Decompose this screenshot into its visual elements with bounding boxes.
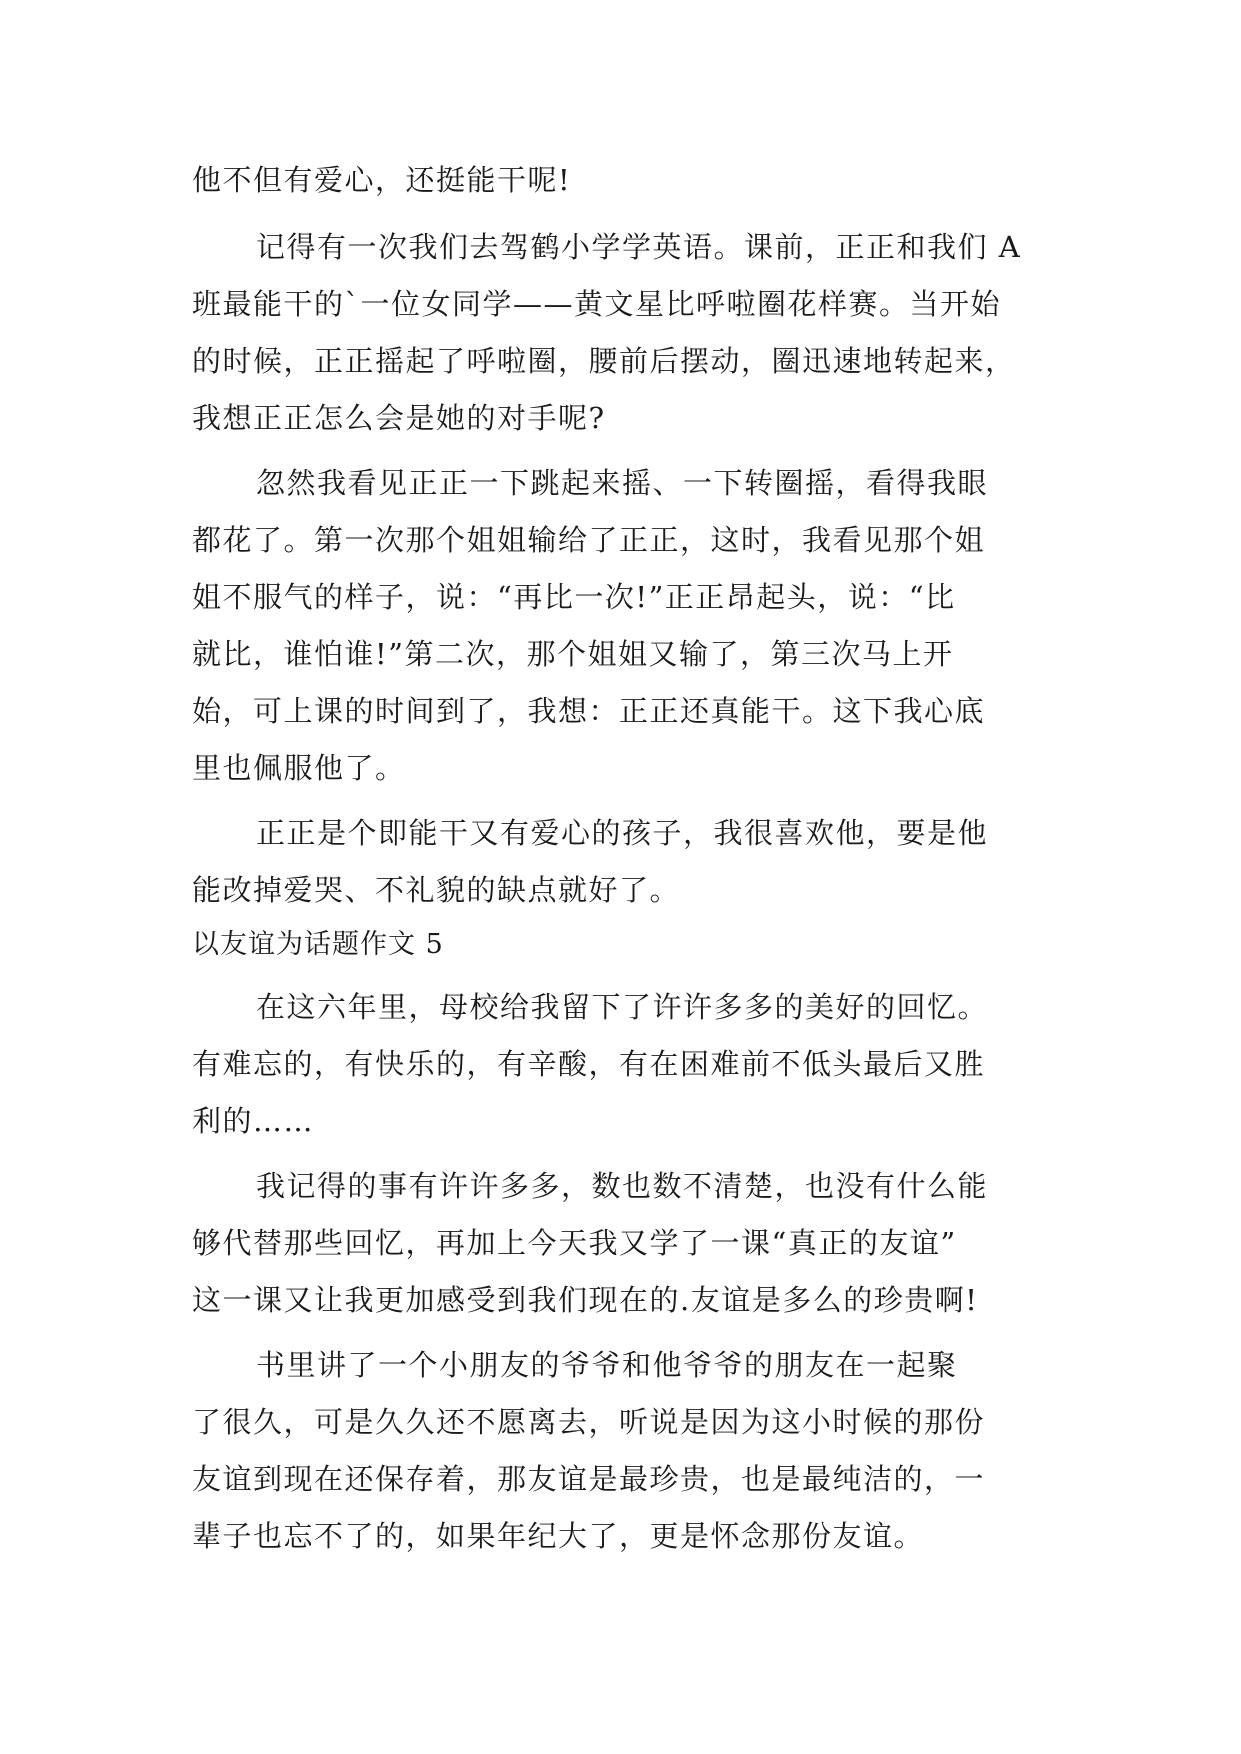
paragraph-first-line: 记得有一次我们去驾鹤小学学英语。课前，正正和我们 A: [256, 230, 1022, 264]
text-line: 我想正正怎么会是她的对手呢?: [192, 401, 606, 435]
text-line: 都花了。第一次那个姐姐输给了正正，这时，我看见那个姐: [192, 523, 986, 557]
paragraph-first-line: 忽然我看见正正一下跳起来摇、一下转圈摇，看得我眼: [256, 466, 989, 500]
paragraph-first-line: 我记得的事有许许多多，数也数不清楚，也没有什么能: [256, 1169, 989, 1203]
text-line: 利的……: [192, 1104, 315, 1138]
paragraph-first-line: 书里讲了一个小朋友的爷爷和他爷爷的朋友在一起聚: [256, 1348, 958, 1382]
text-line: 够代替那些回忆，再加上今天我又学了一课“真正的友谊”: [192, 1226, 957, 1260]
text-line: 里也佩服他了。: [192, 751, 406, 785]
text-line: 这一课又让我更加感受到我们现在的.友谊是多么的珍贵啊!: [192, 1283, 979, 1317]
text-line: 的时候，正正摇起了呼啦圈，腰前后摆动，圈迅速地转起来，: [192, 344, 1016, 378]
text-line: 友谊到现在还保存着，那友谊是最珍贵，也是最纯洁的，一: [192, 1462, 986, 1496]
text-line: 有难忘的，有快乐的，有辛酸，有在困难前不低头最后又胜: [192, 1047, 986, 1081]
text-line: 班最能干的`一位女同学——黄文星比呼啦圈花样赛。当开始: [192, 287, 1002, 321]
text-line: 就比，谁怕谁!”第二次，那个姐姐又输了，第三次马上开: [192, 637, 954, 671]
text-line: 了很久，可是久久还不愿离去，听说是因为这小时候的那份: [192, 1405, 986, 1439]
text-line: 姐不服气的样子，说：“再比一次!”正正昂起头，说：“比: [192, 580, 956, 614]
paragraph-first-line: 在这六年里，母校给我留下了许许多多的美好的回忆。: [256, 990, 989, 1024]
text-line: 辈子也忘不了的，如果年纪大了，更是怀念那份友谊。: [192, 1519, 925, 1553]
text-line: 始，可上课的时间到了，我想：正正还真能干。这下我心底: [192, 694, 986, 728]
section-heading: 以友谊为话题作文 5: [192, 929, 444, 960]
text-line: 他不但有爱心，还挺能干呢!: [192, 163, 572, 197]
paragraph-first-line: 正正是个即能干又有爱心的孩子，我很喜欢他，要是他: [256, 816, 989, 850]
text-line: 能改掉爱哭、不礼貌的缺点就好了。: [192, 873, 681, 907]
